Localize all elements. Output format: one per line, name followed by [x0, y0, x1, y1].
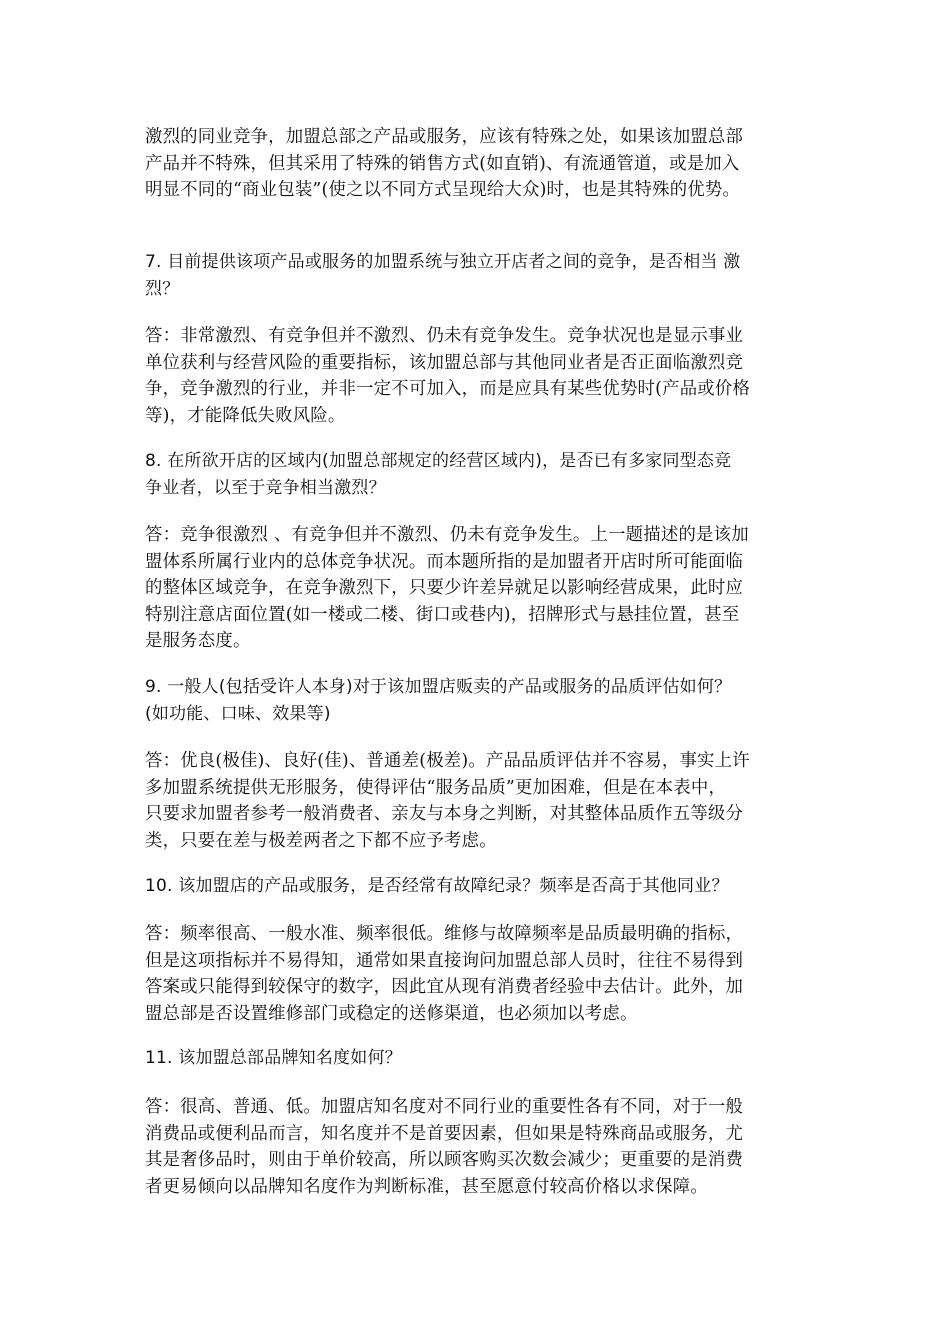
text-line: 争业者，以至于竞争相当激烈？	[145, 477, 386, 498]
text-line: 等)，才能降低失败风险。	[145, 405, 346, 426]
text-line: 产品并不特殊，但其采用了特殊的销售方式(如直销)、有流通管道，或是加入	[145, 153, 740, 174]
text-line: 答案或只能得到较保守的数字，因此宜从现有消费者经验中去估计。此外，加	[145, 977, 744, 997]
text-line: 是服务态度。	[145, 631, 251, 651]
text-line: 单位获利与经营风险的重要指标，该加盟总部与其他同业者是否正面临激烈竞	[145, 352, 744, 373]
text-line: 答：竞争很激烈 、有竞争但并不激烈、仍未有竞争发生。上一题描述的是该加	[145, 525, 749, 545]
question-10	[145, 873, 825, 900]
question-9	[145, 674, 825, 727]
text-line: 但是这项指标并不易得知，通常如果直接询问加盟总部人员时，往往不易得到	[145, 950, 744, 971]
text-line: 多加盟系统提供无形服务，使得评估“服务品质”更加困难，但是在本表中，	[145, 777, 727, 798]
text-line: 者更易倾向以品牌知名度作为判断标准，甚至愿意付较高价格以求保障。	[145, 1176, 708, 1197]
text-line: 10. 该加盟店的产品或服务，是否经常有故障纪录？频率是否高于其他同业？	[145, 876, 729, 896]
answer-11	[145, 1094, 825, 1200]
text-line: 的整体区域竞争，在竞争激烈下，只要少许差异就足以影响经营成果，此时应	[145, 578, 744, 598]
text-line: 类，只要在差与极差两者之下都不应予考虑。	[145, 830, 497, 851]
text-line: 答：频率很高、一般水准、频率很低。维修与故障频率是品质最明确的指标，	[145, 924, 744, 944]
text-line: 答：非常激烈、有竞争但并不激烈、仍未有竞争发生。竞争状况也是显示事业	[145, 326, 744, 346]
text-line: 盟总部是否设置维修部门或稳定的送修渠道，也必须加以考虑。	[145, 1003, 638, 1024]
text-line: 明显不同的“商业包装”(使之以不同方式呈现给大众)时，也是其特殊的优势。	[145, 180, 741, 200]
text-line: (如功能、口味、效果等)	[145, 703, 331, 724]
text-line: 消费品或便利品而言，知名度并不是首要因素，但如果是特殊商品或服务，尤	[145, 1123, 744, 1144]
answer-10	[145, 921, 825, 1027]
text-line: 答：很高、普通、低。加盟店知名度对不同行业的重要性各有不同，对于一般	[145, 1097, 744, 1117]
question-7	[145, 249, 825, 302]
answer-7	[145, 323, 825, 429]
text-line: 7. 目前提供该项产品或服务的加盟系统与独立开店者之间的竞争，是否相当 激	[145, 252, 741, 272]
text-line: 9. 一般人(包括受许人本身)对于该加盟店贩卖的产品或服务的品质评估如何？	[145, 677, 732, 697]
question-11	[145, 1045, 825, 1072]
text-line: 争，竞争激烈的行业，并非一定不可加入，而是应具有某些优势时(产品或价格	[145, 379, 751, 399]
question-8	[145, 448, 825, 501]
text-line: 盟体系所属行业内的总体竞争状况。而本题所指的是加盟者开店时所可能面临	[145, 551, 744, 572]
text-line: 11. 该加盟总部品牌知名度如何？	[145, 1048, 402, 1068]
text-line: 只要求加盟者参考一般消费者、亲友与本身之判断，对其整体品质作五等级分	[145, 804, 744, 824]
answer-8	[145, 522, 825, 655]
text-line: 答：优良(极佳)、良好(佳)、普通差(极差)。产品品质评估并不容易，事实上许	[145, 751, 750, 771]
text-line: 其是奢侈品时，则由于单价较高，所以顾客购买次数会减少；更重要的是消费	[145, 1150, 744, 1170]
answer-9	[145, 748, 825, 854]
text-line: 激烈的同业竞争，加盟总部之产品或服务，应该有特殊之处，如果该加盟总部	[145, 127, 744, 147]
text-line: 烈？	[145, 278, 180, 299]
text-line: 8. 在所欲开店的区域内(加盟总部规定的经营区域内)，是否已有多家同型态竞	[145, 451, 732, 471]
intro-paragraph	[145, 124, 825, 204]
text-line: 特别注意店面位置(如一楼或二楼、街口或巷内)，招牌形式与悬挂位置，甚至	[145, 604, 740, 625]
